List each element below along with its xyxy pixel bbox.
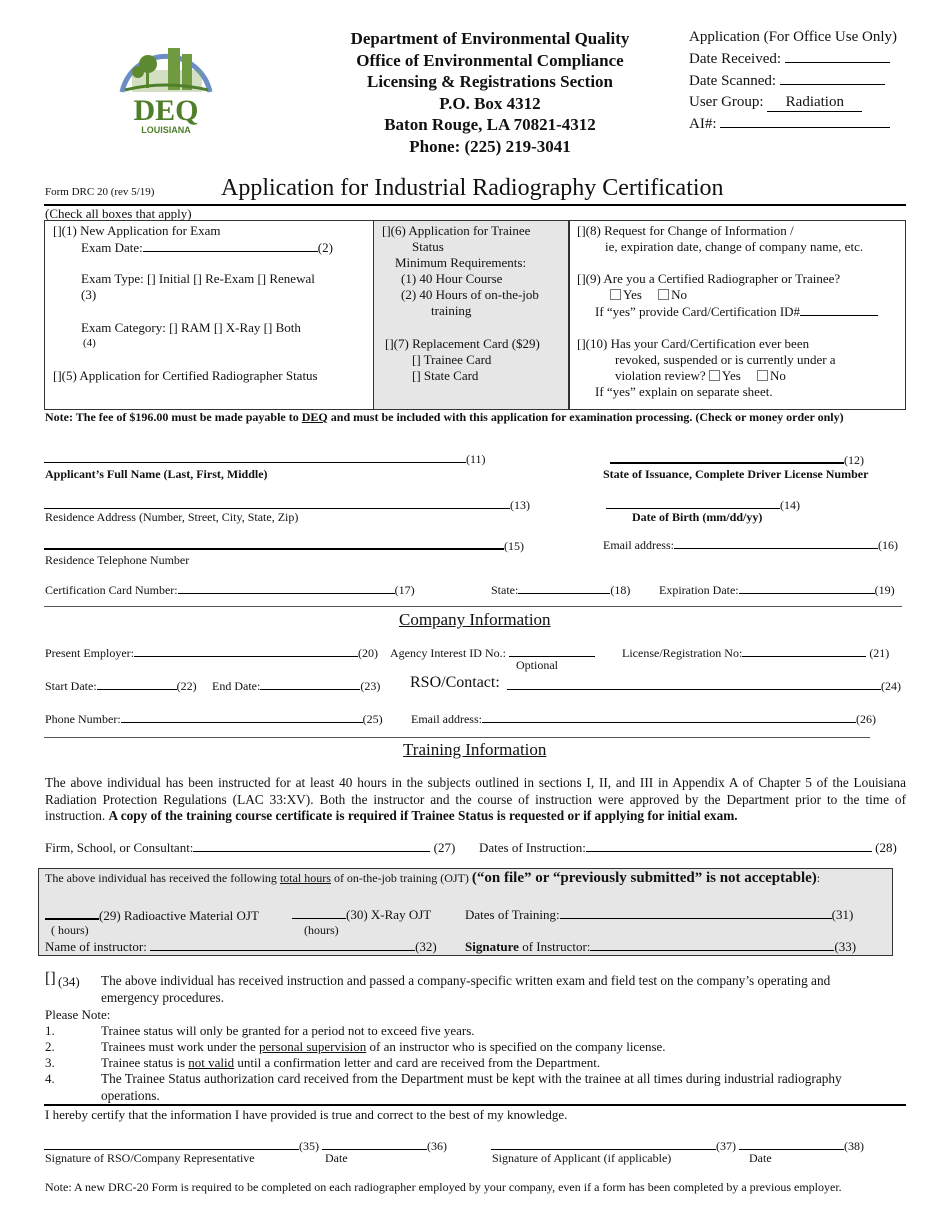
note-text: until a confirmation letter and card are received from the Department.	[234, 1055, 601, 1070]
yes-label: Yes	[721, 368, 741, 383]
email-row	[603, 536, 898, 553]
note-underline: not valid	[188, 1055, 235, 1070]
replacement-card-checkbox[interactable]: [](7) Replacement Card ($29)	[385, 336, 540, 351]
deq-logo	[110, 30, 220, 140]
rso-contact-label: RSO/Contact:	[410, 674, 500, 691]
note-number: 2.	[45, 1039, 55, 1054]
trainee-card-checkbox[interactable]: [] Trainee Card	[412, 352, 492, 367]
applicant-signature-label: Signature of Applicant (if applicable)	[492, 1151, 672, 1165]
end-date-field[interactable]	[260, 677, 360, 690]
field-number: (13)	[510, 498, 530, 512]
field-number: (4)	[83, 337, 96, 349]
state-card-checkbox[interactable]: [] State Card	[412, 368, 479, 383]
header-line: Phone: (225) 219-3041	[409, 136, 571, 156]
note-underline: personal supervision	[259, 1039, 367, 1054]
cert-card-field[interactable]	[178, 581, 395, 594]
company-phone-field[interactable]	[121, 710, 363, 723]
no-checkbox[interactable]	[757, 370, 768, 381]
trainee-status-checkbox[interactable]: [](6) Application for Trainee	[382, 223, 531, 238]
ojt-heading-colon: :	[816, 871, 821, 885]
item34-checkbox[interactable]: []	[45, 970, 56, 987]
rso-contact-row	[507, 677, 901, 694]
date-received-label: Date Received:	[689, 50, 782, 67]
telephone-label: Residence Telephone Number	[45, 553, 190, 567]
field-number: (21)	[869, 646, 890, 660]
driver-license-field[interactable]	[610, 450, 844, 464]
ojt-heading-bold: (“on file” or “previously submitted” is not acceptable)	[471, 870, 817, 886]
certified-status-checkbox[interactable]: [](5) Application for Certified Radiographer Status	[53, 368, 318, 383]
note-text: Trainee status is	[101, 1055, 189, 1070]
start-date-row	[45, 677, 197, 694]
training-dates-row	[465, 906, 853, 923]
instruction-dates-label: Dates of Instruction:	[479, 840, 586, 855]
note-number: 4.	[45, 1071, 55, 1086]
certify-statement: I hereby certify that the information I have provided is true and correct to the best of my knowledge.	[45, 1107, 568, 1122]
exam-date-row	[81, 239, 333, 256]
instruction-dates-row	[479, 839, 897, 856]
field-number: (2)	[317, 240, 333, 255]
field-number: (26)	[855, 712, 876, 726]
end-date-label: End Date:	[212, 679, 261, 693]
training-section-title: Training Information	[403, 740, 547, 759]
ram-ojt-row	[45, 906, 259, 924]
divider	[44, 737, 870, 738]
hours-label: (hours)	[304, 923, 339, 937]
full-name-row	[44, 450, 486, 467]
ojt-heading-text: of on-the-job training (OJT)	[330, 871, 472, 885]
telephone-field[interactable]	[44, 536, 504, 550]
field-number: (18)	[610, 583, 631, 597]
yes-no-row	[610, 287, 687, 303]
ai-field[interactable]	[720, 115, 890, 128]
date-scanned-field[interactable]	[780, 72, 885, 85]
rso-contact-field[interactable]	[507, 677, 881, 690]
title-row	[44, 176, 906, 206]
employer-row	[45, 644, 378, 661]
form-title: Application for Industrial Radiography Certification	[221, 175, 724, 201]
instructor-signature-label: of Instructor:	[518, 939, 591, 954]
xray-ojt-label: (30) X-Ray OJT	[346, 907, 432, 922]
field-number: (19)	[874, 583, 895, 597]
employer-field[interactable]	[134, 644, 358, 657]
field-number: (28)	[875, 840, 897, 855]
date-received-field[interactable]	[785, 50, 890, 63]
note-number: 1.	[45, 1023, 55, 1038]
fee-note	[45, 410, 844, 425]
company-phone-row	[45, 710, 383, 727]
field-number: (17)	[394, 583, 415, 597]
cert-id-label: If “yes” provide Card/Certification ID#	[595, 304, 801, 319]
full-name-label: Applicant’s Full Name (Last, First, Middle)	[45, 467, 268, 481]
svg-text:DEQ: DEQ	[133, 94, 199, 127]
firm-label: Firm, School, or Consultant:	[45, 840, 194, 855]
ojt-heading	[45, 870, 820, 887]
no-label: No	[770, 368, 786, 383]
company-section-title: Company Information	[399, 610, 551, 629]
ojt-heading-text: The above individual has received the following	[45, 871, 280, 885]
expiration-field[interactable]	[739, 581, 875, 594]
company-email-row	[411, 710, 876, 727]
item34-text: The above individual has received instruction and passed a company-specific written exam and field test on the company’s operating and emergency procedures.	[101, 973, 831, 1005]
note-item: The Trainee Status authorization card received from the Department must be kept with the trainee at all times during industrial radiography operations.	[101, 1071, 842, 1103]
cert-id-field[interactable]	[800, 303, 878, 316]
ram-hours-field[interactable]	[45, 906, 99, 920]
fee-note-deq: DEQ	[301, 410, 328, 424]
field-number: (20)	[357, 646, 378, 660]
requirement-item: training	[431, 303, 472, 318]
training-dates-label: Dates of Training:	[465, 907, 560, 922]
note-item: Trainee status will only be granted for a period not to exceed five years.	[101, 1023, 475, 1038]
field-number: (32)	[415, 939, 437, 954]
driver-license-row	[610, 450, 864, 468]
header-line: P.O. Box 4312	[439, 93, 541, 113]
date-label: Date	[749, 1151, 772, 1165]
signature-bold: Signature	[465, 939, 519, 954]
svg-text:LOUISIANA: LOUISIANA	[141, 125, 191, 135]
no-label: No	[671, 287, 688, 302]
requirement-item: (2) 40 Hours of on-the-job	[401, 287, 539, 302]
cert-card-label: Certification Card Number:	[45, 583, 178, 597]
ram-ojt-label: (29) Radioactive Material OJT	[99, 908, 259, 923]
no-checkbox[interactable]	[658, 289, 669, 300]
field-number: (35)	[299, 1139, 319, 1153]
field-number: (38)	[844, 1139, 864, 1153]
company-email-field[interactable]	[482, 710, 856, 723]
office-use-block	[689, 27, 897, 136]
email-label: Email address:	[603, 538, 674, 552]
instructor-signature-field[interactable]	[590, 938, 834, 951]
revoked-question-checkbox[interactable]: [](10) Has your Card/Certification ever been	[577, 336, 810, 351]
divider	[44, 606, 902, 607]
exam-date-field[interactable]	[143, 239, 318, 252]
expiration-row	[659, 581, 895, 598]
ojt-heading-underline: total hours	[279, 871, 331, 885]
agency-id-label: Agency Interest ID No.:	[390, 646, 506, 660]
agency-id-row	[390, 644, 595, 661]
firm-row	[45, 839, 455, 856]
license-label: License/Registration No:	[622, 646, 743, 660]
instructor-name-field[interactable]	[150, 938, 415, 951]
field-number: (33)	[834, 939, 857, 954]
training-paragraph-bold: A copy of the training course certificate is required if Trainee Status is requested or if applying for initial exam.	[108, 808, 738, 823]
header-line: Department of Environmental Quality	[350, 29, 630, 48]
agency-header	[300, 28, 680, 157]
header-line: Licensing & Registrations Section	[366, 72, 614, 91]
yes-checkbox[interactable]	[709, 370, 720, 381]
date-scanned-label: Date Scanned:	[689, 72, 777, 89]
training-paragraph	[45, 775, 906, 825]
state-field[interactable]	[518, 581, 610, 594]
footer-note: Note: A new DRC-20 Form is required to be completed on each radiographer employed by your company, even if a form has been completed by a previous employer.	[45, 1180, 842, 1194]
note-text: of an instructor who is specified on the company license.	[366, 1039, 666, 1054]
license-field[interactable]	[742, 644, 866, 657]
field-number: (27)	[433, 840, 456, 855]
end-date-row	[212, 677, 380, 694]
state-label: State:	[491, 583, 519, 597]
ai-label: AI#:	[689, 116, 717, 133]
note-item	[101, 1055, 600, 1071]
revoked-question-text: revoked, suspended or is currently under a	[615, 352, 836, 367]
employer-label: Present Employer:	[45, 646, 134, 660]
xray-ojt-row	[292, 906, 431, 923]
date-label: Date	[325, 1151, 348, 1165]
field-number: (25)	[362, 712, 383, 726]
min-requirements: Minimum Requirements:	[395, 255, 527, 270]
instruction-dates-field[interactable]	[586, 839, 872, 852]
instructor-name-label: Name of instructor:	[45, 939, 147, 954]
driver-license-label: State of Issuance, Complete Driver License Number	[603, 467, 869, 481]
deq-logo-graphic	[110, 30, 220, 140]
firm-field[interactable]	[193, 839, 430, 852]
email-field[interactable]	[674, 536, 878, 549]
field-number: (14)	[780, 498, 800, 512]
form-id: Form DRC 20 (rev 5/19)	[45, 186, 155, 198]
exam-category-options[interactable]: Exam Category: [] RAM [] X-Ray [] Both	[81, 320, 301, 335]
telephone-row	[44, 536, 524, 554]
training-dates-field[interactable]	[560, 906, 832, 919]
fee-note-text: and must be included with this application for examination processing. (Check or money order only)	[327, 410, 844, 424]
field-number: (34)	[58, 974, 80, 989]
check-all-note: (Check all boxes that apply)	[45, 206, 192, 221]
office-use-title: Application (For Office Use Only)	[689, 29, 898, 45]
full-name-field[interactable]	[44, 450, 466, 463]
note-number: 3.	[45, 1055, 55, 1070]
cert-card-row	[45, 581, 415, 598]
field-number: (37)	[716, 1139, 736, 1153]
training-paragraph-text: The above individual has been instructed for at least 40 hours in the subjects outlined in sections I, II, and III in Appendix A of Chapter 5 of the Louisiana Radiation Protection Regulations (LAC 33:XV). Both the instructor and the course of instruction were approved by the Department prior to the time of instruction.	[45, 775, 906, 823]
fee-note-text: Note: The fee of $196.00 must be made payable to	[45, 410, 302, 424]
applicant-signature-field[interactable]	[491, 1137, 716, 1150]
trainee-status-label: Status	[412, 239, 444, 254]
expiration-label: Expiration Date:	[659, 583, 739, 597]
yes-checkbox[interactable]	[610, 289, 621, 300]
license-row	[622, 644, 889, 661]
field-number: (22)	[176, 679, 197, 693]
xray-hours-field[interactable]	[292, 906, 346, 919]
start-date-field[interactable]	[97, 677, 177, 690]
field-number: (15)	[504, 539, 524, 553]
field-number: (11)	[466, 452, 486, 466]
company-email-label: Email address:	[411, 712, 482, 726]
dob-field[interactable]	[606, 496, 780, 509]
note-item	[101, 1039, 666, 1055]
field-number: (12)	[844, 453, 864, 467]
dob-label: Date of Birth (mm/dd/yy)	[632, 510, 763, 524]
applicant-date-field[interactable]	[739, 1137, 844, 1150]
please-note-title: Please Note:	[45, 1007, 111, 1022]
yes-label: Yes	[623, 287, 642, 302]
explain-note: If “yes” explain on separate sheet.	[595, 384, 773, 399]
violation-label: violation review?	[615, 368, 706, 383]
exam-type-options[interactable]: Exam Type: [] Initial [] Re-Exam [] Renewal	[81, 271, 315, 286]
hours-label: ( hours)	[51, 923, 89, 937]
rso-date-field[interactable]	[322, 1137, 427, 1150]
header-line: Baton Rouge, LA 70821-4312	[384, 115, 596, 134]
change-info-example: ie, expiration date, change of company name, etc.	[605, 239, 864, 254]
start-date-label: Start Date:	[45, 679, 97, 693]
field-number: (36)	[427, 1139, 447, 1153]
exam-date-label: Exam Date:	[81, 240, 143, 255]
requirement-item: (1) 40 Hour Course	[401, 271, 503, 286]
cert-id-row	[595, 303, 878, 320]
optional-label: Optional	[516, 658, 558, 672]
agency-id-field[interactable]	[509, 644, 595, 657]
violation-row	[615, 368, 786, 384]
address-label: Residence Address (Number, Street, City, State, Zip)	[45, 510, 299, 524]
note-text: Trainees must work under the	[101, 1039, 260, 1054]
field-number: (3)	[81, 287, 97, 302]
field-number: (16)	[877, 538, 898, 552]
instructor-name-row	[45, 938, 437, 955]
header-line: Office of Environmental Compliance	[356, 50, 624, 70]
field-number: (31)	[831, 907, 854, 922]
address-field[interactable]	[44, 496, 510, 509]
user-group-label: User Group:	[689, 94, 764, 111]
divider	[44, 1104, 906, 1106]
certified-question-checkbox[interactable]: [](9) Are you a Certified Radiographer or Trainee?	[577, 271, 841, 286]
state-row	[491, 581, 630, 598]
change-info-checkbox[interactable]: [](8) Request for Change of Information /	[577, 223, 794, 238]
instructor-signature-row	[465, 938, 856, 955]
field-number: (23)	[360, 679, 381, 693]
field-number: (24)	[881, 679, 901, 693]
rso-signature-field[interactable]	[44, 1137, 299, 1150]
company-phone-label: Phone Number:	[45, 712, 121, 726]
rso-signature-label: Signature of RSO/Company Representative	[45, 1151, 255, 1165]
user-group-value: Radiation	[767, 94, 862, 112]
new-exam-checkbox[interactable]: [](1) New Application for Exam	[53, 223, 221, 238]
